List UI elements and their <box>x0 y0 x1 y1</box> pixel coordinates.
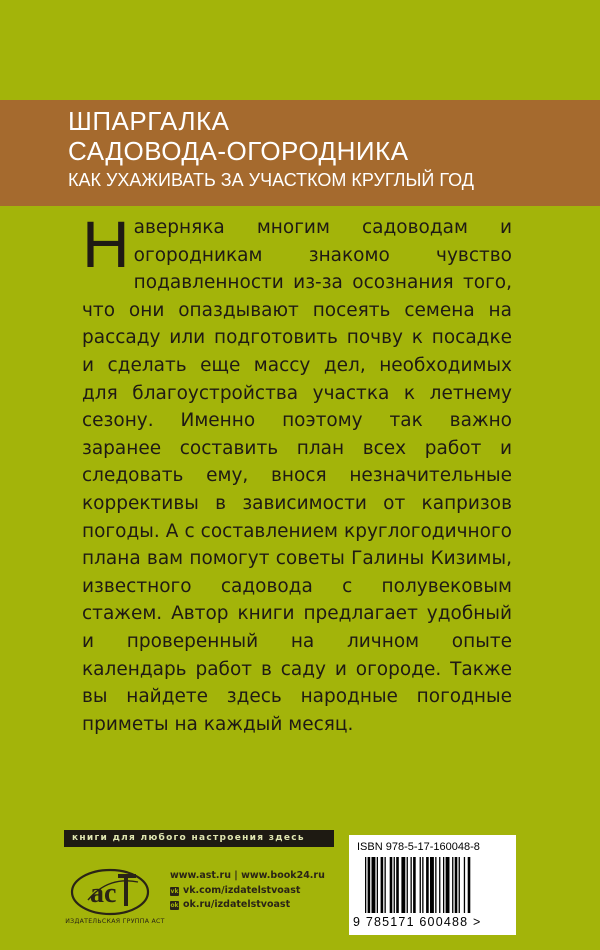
dropcap-letter: Н <box>82 207 130 281</box>
isbn-number: ISBN 978-5-17-160048-8 <box>357 841 480 853</box>
website-links[interactable]: www.ast.ru | www.book24.ru <box>170 870 325 881</box>
barcode-icon <box>365 857 501 915</box>
annotation-paragraph <box>82 207 512 738</box>
tagline: книги для любого настроения здесь <box>72 833 305 843</box>
social-link-ok[interactable] <box>170 898 325 912</box>
social-link-text: vk.com/izdatelstvoast <box>183 885 301 896</box>
links-block <box>170 868 325 912</box>
vk-icon: vk <box>170 887 179 895</box>
annotation-body: аверняка многим садоводам и огородникам знакомо чувство подавленности из-за осознания того, что они опаздывают посеять семена на рассаду или подготовить почву к посадке и сделать еще массу дел, необходимых для благоустройства участка к летнему сезону. Именно поэтому так важно заранее составить план всех работ и следовать ему, внося незначительные коррективы в зависимости от капризов погоды. А с составлением круглогодичного плана вам помогут советы Галины Кизимы, известного садовода с полувековым стажем. Автор книги предлагает удобный и проверенный на личном опыте календарь работ в саду и огороде. Также вы найдете здесь народные погодные приметы на каждый месяц. <box>82 217 512 735</box>
publisher-name: ИЗДАТЕЛЬСКАЯ ГРУППА АСТ <box>65 918 165 925</box>
barcode-box <box>349 835 516 935</box>
barcode-digits: 9 785171 600488 > <box>353 915 482 929</box>
ast-logo <box>68 862 158 918</box>
ok-icon: ok <box>170 901 179 909</box>
svg-text:ac: ac <box>90 878 117 909</box>
book-subtitle: КАК УХАЖИВАТЬ ЗА УЧАСТКОМ КРУГЛЫЙ ГОД <box>68 170 474 190</box>
social-link-vk[interactable] <box>170 884 325 898</box>
annotation-text-block <box>82 207 512 738</box>
social-link-text: ok.ru/izdatelstvoast <box>183 899 291 910</box>
book-title-line2: САДОВОДА-ОГОРОДНИКА <box>68 136 409 166</box>
book-title-line1: ШПАРГАЛКА <box>68 106 230 136</box>
